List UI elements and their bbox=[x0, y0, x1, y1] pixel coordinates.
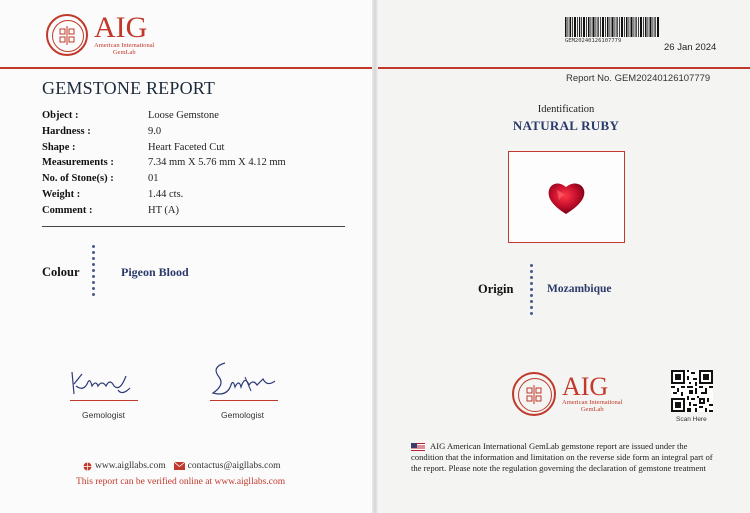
aig-seal-icon-right bbox=[512, 372, 556, 416]
aig-subtitle-right-1: American International bbox=[562, 398, 623, 406]
signature-1-icon bbox=[68, 364, 138, 398]
website-link[interactable]: www.aigllabs.com bbox=[95, 461, 166, 471]
origin-dotted-divider bbox=[530, 264, 533, 315]
detail-value-stones: 01 bbox=[148, 173, 159, 184]
detail-label-weight: Weight : bbox=[42, 189, 81, 200]
page-fold bbox=[372, 0, 378, 513]
right-header-rule bbox=[378, 67, 750, 69]
heart-ruby-icon bbox=[509, 152, 624, 242]
colour-dotted-divider bbox=[92, 245, 95, 296]
aig-subtitle-right-2: GemLab bbox=[580, 406, 604, 413]
colour-label: Colour bbox=[42, 265, 80, 279]
report-number: Report No. GEM20240126107779 bbox=[566, 73, 711, 84]
barcode-icon bbox=[565, 17, 659, 37]
detail-value-shape: Heart Faceted Cut bbox=[148, 142, 225, 153]
aig-wordmark: AIG bbox=[94, 11, 148, 44]
aig-logo-right bbox=[512, 372, 622, 416]
origin-label: Origin bbox=[478, 282, 514, 296]
detail-value-weight: 1.44 cts. bbox=[148, 189, 184, 200]
barcode-number: GEM20240126107779 bbox=[565, 38, 622, 44]
qr-code-icon[interactable] bbox=[671, 370, 713, 412]
details-divider bbox=[42, 226, 345, 227]
detail-value-measurements: 7.34 mm X 5.76 mm X 4.12 mm bbox=[148, 157, 286, 168]
us-flag-icon bbox=[411, 443, 425, 451]
verify-online-text: This report can be verified online at www.aigllabs.com bbox=[76, 477, 286, 487]
report-title: GEMSTONE REPORT bbox=[42, 78, 216, 98]
aig-logo bbox=[46, 11, 155, 57]
detail-label-object: Object : bbox=[42, 110, 79, 121]
colour-value: Pigeon Blood bbox=[121, 265, 189, 279]
detail-value-comment: HT (A) bbox=[148, 205, 180, 216]
detail-label-shape: Shape : bbox=[42, 142, 76, 153]
signature-2-icon bbox=[205, 357, 285, 399]
gemologist-label-2: Gemologist bbox=[221, 410, 264, 420]
aig-wordmark-right: AIG bbox=[562, 371, 609, 401]
origin-value: Mozambique bbox=[547, 283, 612, 295]
aig-seal-icon bbox=[46, 14, 88, 56]
identification-value: NATURAL RUBY bbox=[512, 118, 620, 133]
detail-label-comment: Comment : bbox=[42, 205, 93, 216]
signature-line-2 bbox=[210, 400, 278, 401]
detail-value-object: Loose Gemstone bbox=[148, 110, 219, 121]
gemstone-photo bbox=[508, 151, 625, 243]
detail-label-measurements: Measurements : bbox=[42, 157, 114, 168]
envelope-icon bbox=[174, 462, 185, 470]
detail-value-hardness: 9.0 bbox=[148, 126, 162, 137]
detail-label-stones: No. of Stone(s) : bbox=[42, 173, 114, 184]
contact-row bbox=[83, 461, 281, 471]
detail-label-hardness: Hardness : bbox=[42, 126, 91, 137]
gemologist-label-1: Gemologist bbox=[82, 410, 125, 420]
email-item[interactable] bbox=[174, 461, 281, 471]
website-item[interactable] bbox=[83, 461, 166, 471]
aig-subtitle-1: American International bbox=[94, 42, 155, 49]
disclaimer-text: AIG American International GemLab gemstone report are issued under the condition that the information and limitation on the reverse side form an integral part of the report. Please note the regulation governing the declaration of gemstone treatment bbox=[411, 441, 713, 473]
report-date: 26 Jan 2024 bbox=[664, 42, 717, 53]
left-header-rule bbox=[0, 67, 372, 69]
globe-icon bbox=[83, 462, 92, 471]
email-link[interactable]: contactus@aigllabs.com bbox=[187, 461, 281, 471]
signature-line-1 bbox=[70, 400, 138, 401]
identification-label: Identification bbox=[537, 104, 595, 115]
disclaimer bbox=[411, 441, 716, 474]
aig-subtitle-2: GemLab bbox=[112, 49, 136, 57]
scan-here-label: Scan Here bbox=[676, 416, 707, 423]
